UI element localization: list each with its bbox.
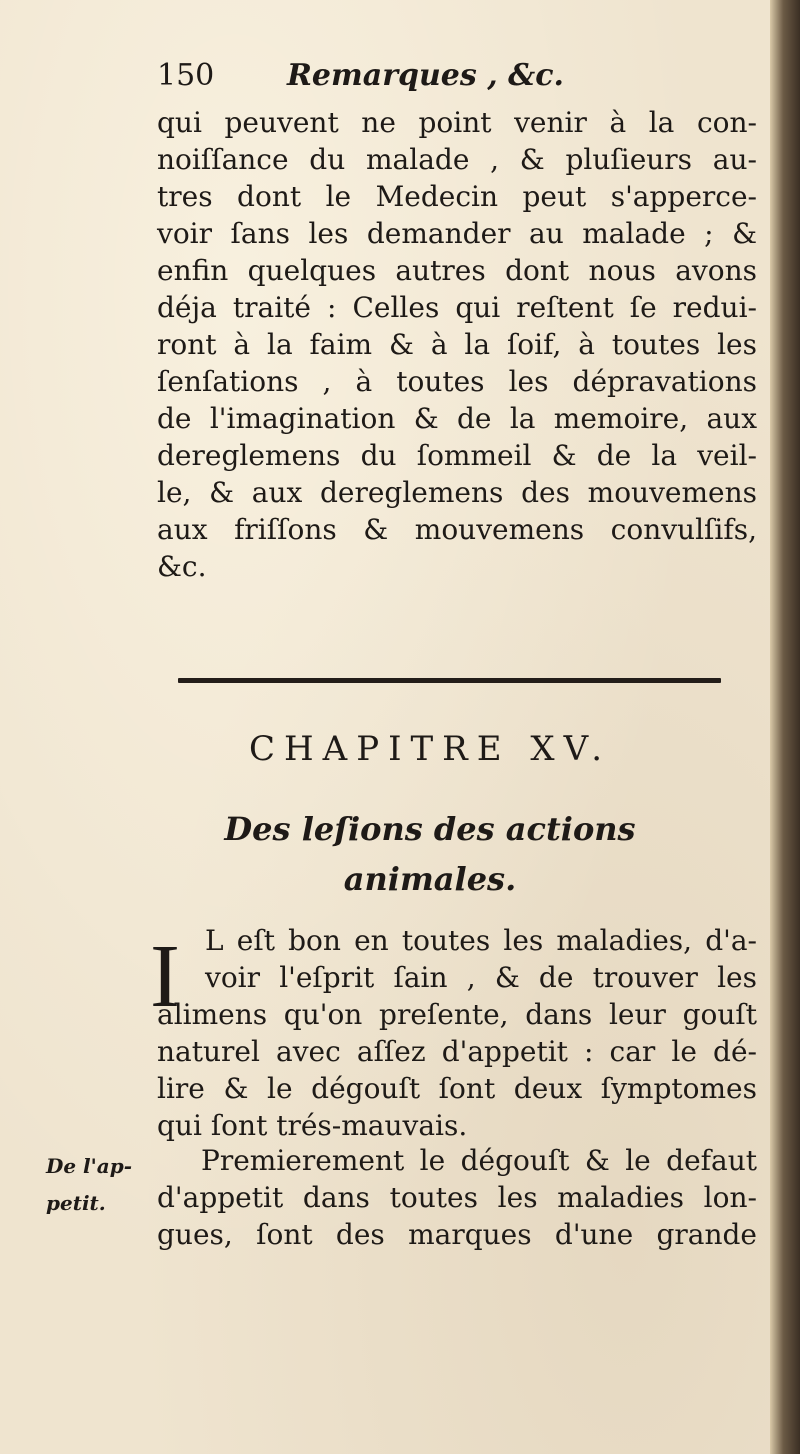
chapter-paragraph	[157, 922, 757, 1144]
text-line: voir l'eſprit ſain , & de trouver les	[205, 961, 757, 994]
page-header	[157, 54, 757, 98]
text-line: déja traité : Celles qui reſtent ſe redui-	[157, 291, 757, 324]
chapter-paragraph	[157, 1142, 757, 1253]
text-line: gues, ſont des marques d'une grande	[157, 1218, 757, 1251]
text-line: voir ſans les demander au malade ; &	[157, 217, 757, 250]
section-divider	[178, 678, 721, 683]
margin-note-line: petit.	[46, 1191, 106, 1215]
margin-note-line: De l'ap-	[46, 1154, 132, 1178]
text-line: &c.	[157, 550, 207, 583]
text-line: lire & le dégouſt ſont deux ſymptomes	[157, 1072, 757, 1105]
chapter-subtitle-line: animales.	[343, 860, 517, 898]
text-line: de l'imagination & de la memoire, aux	[157, 402, 757, 435]
text-line: ſenſations , à toutes les dépravations	[157, 365, 757, 398]
text-line: tres dont le Medecin peut s'apperce-	[157, 180, 757, 213]
text-line: L eſt bon en toutes les maladies, d'a-	[205, 924, 757, 957]
margin-note	[46, 1148, 136, 1222]
text-line: aux friſſons & mouvemens convulſifs,	[157, 513, 757, 546]
text-line: noiſſance du malade , & pluſieurs au-	[157, 143, 757, 176]
text-line: d'appetit dans toutes les maladies lon-	[157, 1181, 757, 1214]
continuation-paragraph	[157, 104, 757, 585]
text-line: ront à la faim & à la ſoif, à toutes les	[157, 328, 757, 361]
text-line: qui ſont trés-mauvais.	[157, 1109, 468, 1142]
chapter-subtitle	[150, 804, 710, 904]
page-number: 150	[157, 58, 215, 93]
text-line: dereglemens du ſommeil & de la veil-	[157, 439, 757, 472]
text-line: le, & aux dereglemens des mouvemens	[157, 476, 757, 509]
text-line: qui peuvent ne point venir à la con-	[157, 106, 757, 139]
chapter-subtitle-line: Des leſions des actions	[224, 810, 636, 848]
text-line: alimens qu'on preſente, dans leur gouſt	[157, 998, 757, 1031]
text-line: Premierement le dégouſt & le defaut	[201, 1144, 757, 1177]
page-edge	[770, 0, 800, 1454]
text-line: enfin quelques autres dont nous avons	[157, 254, 757, 287]
running-title: Remarques , &c.	[287, 58, 564, 93]
text-line: naturel avec aſſez d'appetit : car le dé-	[157, 1035, 757, 1068]
drop-cap: I	[150, 927, 180, 1026]
chapter-heading: CHAPITRE XV.	[248, 729, 612, 769]
